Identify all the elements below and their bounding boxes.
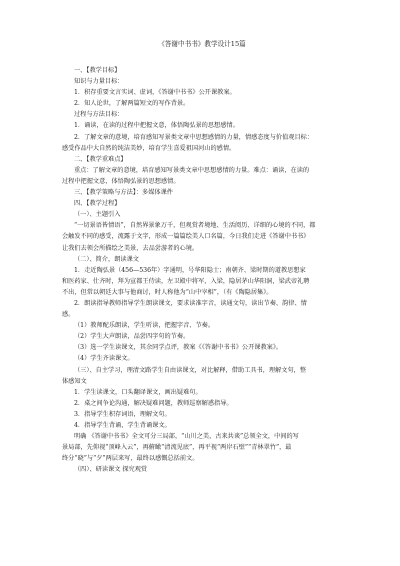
- text-line: （1）教师配乐朗读，学生听读，把握字音、节奏。: [74, 322, 215, 330]
- text-line: 2．知人论世，了解两篇短文的写作背景。: [74, 100, 190, 108]
- text-line: （2）学生大声朗读，品尝四字句的节奏。: [74, 333, 190, 341]
- text-line: 景局部，先仰视“顶峰入云”，再俯瞰“清流见底”，再平视“两岸石壁”“青林翠竹”，最: [62, 444, 292, 452]
- text-line: 和医药家、仕齐时，拜为宣都王侍读，左卫殿中将军，入梁，隐居茅山华阳洞，梁武帝礼聘: [62, 277, 310, 285]
- text-line: 终分“晓”与“夕”两层来写，最终以感慨总括前文。: [62, 455, 199, 463]
- text-line: 重点：了解文章的意境，培育感知写景类文章中思想感情的力量。难点：诵读，在读的: [74, 166, 310, 174]
- text-line: 二、【教学重难点】: [74, 155, 127, 163]
- text-line: （四）、研读课文 探究观赏: [74, 466, 148, 474]
- text-line: （一）、主题引入: [74, 211, 121, 219]
- text-line: （三）、自主学习，理清文路学生自由读课文，对比解释，借助工具书，理解文句，整: [74, 366, 307, 374]
- text-line: 明确 《答谢中书书》全文可分三局部，“山川之美，古来共谈”总领全文，中间的写: [74, 433, 299, 441]
- text-line: 4．指导学生背诵，学生背诵课文。: [74, 422, 171, 429]
- document-title: 《答谢中书书》教学设计15篇: [158, 40, 246, 48]
- text-line: 3．指导学生积存词语，理解文句。: [74, 410, 171, 418]
- text-line: 让我们去领会所描绘之美景，去品尝游者的心境。: [62, 244, 199, 252]
- text-line: 过程与方法目标：: [74, 111, 124, 119]
- document-body: [62, 65, 342, 475]
- text-line: 一、【教学目标】: [74, 67, 121, 74]
- text-line: 2．朗读指导教师指导学生朗读课文，要求读准字音，读通文句，读出节奏、韵律、情: [74, 299, 307, 307]
- text-line: 体感知文: [62, 377, 87, 385]
- text-line: （3）选一学生读课文，其余同学点评，教案《《答谢中书书》公开课教案》。: [74, 344, 283, 352]
- text-line: 2．桌之间争论沟通，解决疑难问题，教师巡察解惑指导。: [74, 399, 233, 407]
- text-line: 感受作品中大自然的纯洁美妙，培育学生喜爱祖国河山的感情。: [62, 144, 236, 152]
- text-line: 过程中把握文意，体悟陶弘景的思想感情。: [62, 177, 180, 185]
- text-line: 三、【教学策略与方法】：多媒体课件: [74, 189, 173, 197]
- text-line: 1．学生读课文，口头翻译课文，画出疑难句。: [74, 388, 202, 396]
- text-line: 知识与力量目标：: [74, 78, 124, 86]
- text-line: 会触发不同的感受，流露于文字，形成一篇篇绘美人口名篇，今日我们走进《答谢中书书》: [62, 233, 310, 241]
- text-line: 1．积存重要文言实词、虚词，《答谢中书书》公开课教案。: [74, 89, 236, 97]
- text-line: 1．走近陶弘景（456—536年）字通明，号华阳隐士；南朝齐、梁时期的道教思想家: [74, 266, 306, 274]
- text-line: 2．了解文章的意境，培育感知写景类文章中思想感情的力量，情感态度与价值观目标：: [74, 133, 314, 141]
- text-line: 四、【教学过程】: [74, 200, 121, 208]
- text-line: （4）学生齐读课文。: [74, 355, 134, 363]
- text-line: 1．诵读，在读的过程中把握文意，体悟陶弘景的思想感情。: [74, 122, 239, 130]
- text-line: 感。: [62, 311, 75, 319]
- text-line: “一切景语皆情语”，自然界景象万千，但观赏者境地、生活阅历、详细的心境的不同，都: [74, 222, 316, 230]
- text-line: 不出，但常以朝廷大事与他商讨，时人称他为“山中宰相”，（有《陶隐居集》。: [62, 288, 273, 296]
- text-line: （二）、简介，朗读课文: [74, 255, 139, 263]
